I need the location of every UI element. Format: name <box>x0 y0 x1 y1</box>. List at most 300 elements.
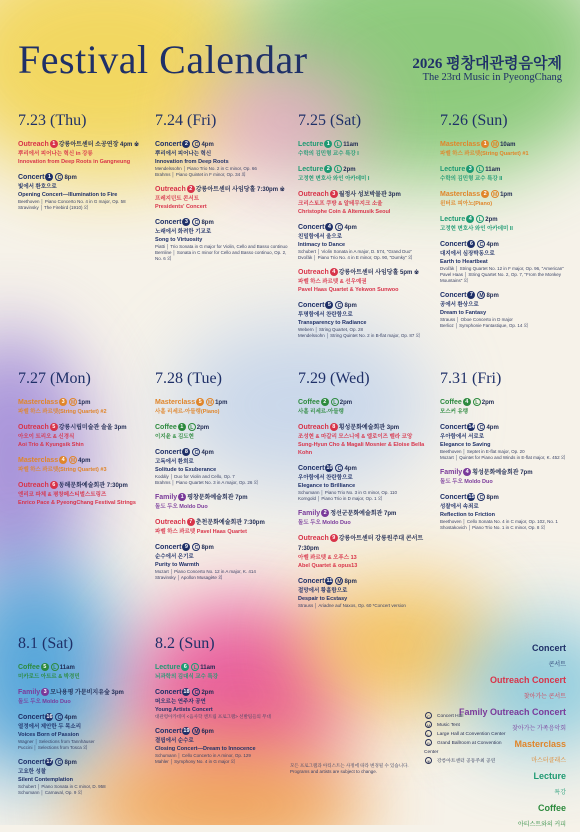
event-time: 월정사 성보박물관 3pm <box>338 192 401 198</box>
program-detail: Strauss │ Oboe Concerto in D major <box>440 317 513 322</box>
program-detail: Korngold │ Piano Trio in D major, Op. 1 외 <box>298 496 383 501</box>
venue-name: Large Hall at Convention Center <box>437 732 506 737</box>
event-header <box>155 688 293 698</box>
event-time: 강릉아트센터 소공연장 4pm ※ <box>58 142 140 148</box>
event-time: 4pm <box>486 242 499 248</box>
event-number-badge: 4 <box>463 468 471 476</box>
program-detail: Dvořák │ String Quartet No. 12 in F major, Op. 96, "American" <box>440 266 564 271</box>
event-category: Masterclass <box>440 141 481 148</box>
event-item[interactable] <box>155 518 293 536</box>
event-category: Concert <box>440 494 467 501</box>
event-header <box>298 190 436 200</box>
event-title-kr: 아벨 콰르텟 & 오푸스 13 <box>298 555 357 561</box>
program-detail: Puccini │ Selections from Tosca 외 <box>18 745 88 750</box>
event-title-kr: 파벨 하스 콰르텟(String Quartet) #1 <box>440 151 529 157</box>
event-time: 모나용평 가문비지유숲 3pm <box>50 690 124 696</box>
event-item[interactable] <box>155 543 293 581</box>
event-header <box>298 423 436 433</box>
event-time: 동해문화예술회관 7:30pm <box>58 483 128 489</box>
program-detail: Kodály │ Duo for Violin and Cello, Op. 7 <box>155 474 235 479</box>
event-number-badge: 7 <box>187 518 195 526</box>
venue-code-icon: M <box>493 192 498 199</box>
event-time: 정선군문화예술회관 7pm <box>330 511 397 517</box>
event-title-en: Sung-Hyun Cho & Magali Mosnier & Eloise Bella Kohn <box>298 442 425 456</box>
event-header <box>440 493 578 503</box>
event-number-badge: 9 <box>182 543 190 551</box>
event-title-kr: 우아함에서 서로로 <box>440 434 485 440</box>
event-title-en: Enrico Pace & PyeongChang Festival Strings <box>18 500 136 506</box>
event-item[interactable] <box>298 190 436 216</box>
event-category: Concert <box>155 141 182 148</box>
legend-label-en: Coffee <box>537 803 566 813</box>
event-number-badge: 6 <box>467 240 475 248</box>
event-title-kr: 친밀함에서 울으로 <box>298 234 343 240</box>
event-header <box>298 509 436 519</box>
legend-label-kr: 아티스트와의 커피 <box>517 822 566 828</box>
event-header <box>18 663 156 673</box>
venue-code-icon: L <box>188 423 196 431</box>
event-time: 4pm <box>78 458 91 464</box>
event-category: Family <box>440 469 463 476</box>
event-title-kr: 파벨 하스 콰르텟 Pavel Haas Quartet <box>155 529 247 535</box>
day-column <box>18 112 156 218</box>
event-item[interactable] <box>18 398 156 416</box>
event-item[interactable] <box>18 758 156 796</box>
event-number-badge: 1 <box>178 423 186 431</box>
event-title-kr: 결핍에서 순수로 <box>155 738 194 744</box>
event-category: Concert <box>155 449 182 456</box>
event-header <box>155 185 293 195</box>
event-item[interactable] <box>298 577 436 609</box>
event-category: Coffee <box>440 399 462 406</box>
day-column <box>18 370 156 514</box>
venue-name: Concert Hall <box>437 714 464 719</box>
event-number-badge: 5 <box>325 301 333 309</box>
event-title-en: Presidents' Concert <box>155 204 207 210</box>
event-header <box>155 518 293 528</box>
event-header <box>440 140 578 150</box>
event-title-kr: 사흘 리세르-아들랭(Piano) <box>155 409 220 415</box>
event-category: Concert <box>155 544 182 551</box>
program-detail: Mahler │ Symphony No. 4 in G major 외 <box>155 759 235 764</box>
program-detail: Beethoven │ Cello Sonata No. 4 in C major, Op. 102, No. 1 <box>440 519 558 524</box>
event-category: Concert <box>18 174 45 181</box>
venue-code-icon: L <box>425 730 432 737</box>
event-category: Masterclass <box>440 191 481 198</box>
change-notice: 모든 프로그램과 아티스트는 사정에 따라 변경될 수 있습니다. Programs and artists are subject to change. <box>290 763 409 774</box>
day-column <box>18 635 156 803</box>
event-item[interactable] <box>298 534 436 570</box>
event-item[interactable] <box>440 423 578 461</box>
event-title-kr: 파벨 하스 콰르텟 & 선우예권 <box>298 279 367 285</box>
event-header <box>155 218 293 228</box>
venue-code-icon: C <box>425 712 432 719</box>
event-time: 1pm <box>215 400 228 406</box>
event-item[interactable] <box>155 727 293 765</box>
event-header <box>18 688 156 698</box>
day-date: 7.24 (Fri) <box>155 112 217 129</box>
venue-code-icon: L <box>334 140 342 148</box>
event-item[interactable] <box>440 190 578 208</box>
event-time: 8pm <box>344 579 357 585</box>
event-number-badge: 8 <box>182 448 190 456</box>
event-time: 강릉아트센터 사임당홀 5pm ※ <box>338 270 420 276</box>
event-number-badge: 8 <box>330 423 338 431</box>
event-number-badge: 2 <box>182 140 190 148</box>
event-header <box>440 423 578 433</box>
event-number-badge: 1 <box>45 173 53 181</box>
event-title-en: Purity to Warmth <box>155 562 200 568</box>
event-number-badge: 16 <box>46 714 53 721</box>
event-number-badge: 4 <box>463 398 471 406</box>
festival-title-en: The 23rd Music in PyeongChang <box>422 72 562 83</box>
event-title-en: Christophe Coin & Altemusik Seoul <box>298 209 391 215</box>
event-item[interactable] <box>155 140 293 178</box>
event-item[interactable] <box>298 464 436 502</box>
event-number-badge: 3 <box>182 218 190 226</box>
program-detail: Strauss │ Ariadne auf Naxos, Op. 60 *Concert version <box>298 603 406 608</box>
event-number-badge: 6 <box>50 481 58 489</box>
event-item[interactable] <box>298 165 436 183</box>
venue-item <box>424 721 514 730</box>
event-number-badge: 19 <box>183 728 190 735</box>
day-date: 7.27 (Mon) <box>18 370 91 387</box>
venue-code-icon: C <box>55 173 63 181</box>
event-item[interactable] <box>18 481 156 507</box>
event-category: Concert <box>18 714 45 721</box>
event-title-kr: 아오이 트리오 & 신경식 <box>18 434 75 440</box>
event-header <box>298 464 436 474</box>
event-title-kr: 수학의 김민형 교수 특강 I <box>298 151 359 157</box>
event-item[interactable] <box>155 423 293 441</box>
event-time: 춘천문화예술회관 7:30pm <box>195 520 265 526</box>
venue-code-icon: ※ <box>426 759 431 765</box>
program-detail: Shostakovich │ Piano Trio No. 1 in C minor, Op. 8 외 <box>440 525 545 530</box>
event-time: 2pm <box>485 217 498 223</box>
venue-code-icon: M <box>194 729 199 736</box>
venue-code-icon: C <box>55 758 63 766</box>
legend-label-kr: 마스터클래스 <box>531 758 566 764</box>
event-header <box>155 448 293 458</box>
event-time: 1pm <box>78 400 91 406</box>
event-header <box>155 140 293 150</box>
day-date: 8.2 (Sun) <box>155 635 215 652</box>
event-title-kr: 사흘 리세르-아들랭 <box>298 409 344 415</box>
event-item[interactable] <box>155 398 293 416</box>
legend-label-kr: 찾아가는 콘서트 <box>523 694 566 700</box>
legend-label-en: Concert <box>531 643 566 653</box>
event-header <box>440 291 578 301</box>
legend-label-en: Lecture <box>533 771 566 781</box>
event-header <box>155 493 293 503</box>
event-title-kr: 윈터르 피아노(Piano) <box>440 201 493 207</box>
event-category: Masterclass <box>18 399 59 406</box>
venue-code-icon: C <box>192 218 200 226</box>
event-item[interactable] <box>155 218 293 262</box>
event-header <box>155 398 293 408</box>
venue-name: 강릉아트센터 공동주최 공연 <box>437 759 496 764</box>
venue-code-icon: C <box>192 543 200 551</box>
program-detail: Mozart │ Quintet for Piano and Winds in E-flat major, K. 452 외 <box>440 455 566 460</box>
event-time: 강릉시립미술관 솔올 3pm <box>58 425 127 431</box>
event-item[interactable] <box>155 663 293 681</box>
venue-legend <box>424 712 514 766</box>
event-title-en: Earth to Heartbeat <box>440 259 488 265</box>
event-time: 11am <box>485 167 501 173</box>
event-title-en: Transparency to Radiance <box>298 320 367 326</box>
event-category: Family <box>155 494 178 501</box>
program-detail: Piatti │ Trio Sonata in G major for Violin, Cello and Basso continuo <box>155 244 288 249</box>
venue-code-icon: C <box>335 464 343 472</box>
event-time: 8pm <box>64 760 77 766</box>
event-item[interactable] <box>155 185 293 211</box>
event-item[interactable] <box>440 398 578 416</box>
program-detail: Schumann │ Cello Concerto in A minor, Op. 129 <box>155 753 251 758</box>
event-time: 횡성문화예술회관 7pm <box>472 470 533 476</box>
event-number-badge: 4 <box>466 215 474 223</box>
event-item[interactable] <box>155 688 293 720</box>
event-header <box>155 423 293 433</box>
event-header <box>155 727 293 737</box>
venue-code-icon: C <box>477 423 485 431</box>
legend-label-en: Family Outreach Concert <box>458 707 566 717</box>
event-time: 4pm <box>201 142 214 148</box>
venue-item <box>424 739 514 757</box>
event-number-badge: 5 <box>50 423 58 431</box>
event-title-en: Pavel Haas Quartet & Yekwon Sunwoo <box>298 287 399 293</box>
event-title-kr: 조성현 & 마갈리 모스니에 & 엘로이즈 벨라 코앙 <box>298 434 413 440</box>
venue-name: Music Tent <box>437 723 460 728</box>
event-time: 2pm <box>339 400 353 406</box>
event-category: Coffee <box>18 664 40 671</box>
event-item[interactable] <box>298 223 436 261</box>
event-item[interactable] <box>18 456 156 474</box>
event-time: 11am <box>200 665 216 671</box>
event-header <box>18 398 156 408</box>
event-number-badge: 4 <box>59 456 67 464</box>
event-category: Concert <box>155 689 182 696</box>
event-title-en: Despair to Ecstasy <box>298 596 348 602</box>
event-number-badge: 15 <box>468 494 475 501</box>
event-title-en: Innovation from Deep Roots <box>155 159 229 165</box>
day-column <box>155 635 293 772</box>
event-time: 강릉아트센터 사임당홀 7:30pm ※ <box>195 187 285 193</box>
event-header <box>440 215 578 225</box>
event-category: Concert <box>298 224 325 231</box>
day-column <box>298 370 436 616</box>
venue-code-icon: L <box>191 663 199 671</box>
event-title-kr: 대지에서 심장박동으로 <box>440 251 495 257</box>
venue-code-icon: L <box>473 398 481 406</box>
event-time: 1pm <box>500 192 513 198</box>
event-time: 평창문화예술회관 7pm <box>187 495 248 501</box>
event-item[interactable] <box>18 713 156 751</box>
event-item[interactable] <box>18 688 156 706</box>
venue-code-icon: C <box>335 223 343 231</box>
legend-item <box>459 672 566 704</box>
event-category: Outreach <box>155 186 186 193</box>
event-title-kr: 고정현 변호사 와인 아카데미 I <box>298 176 370 182</box>
event-number-badge: 1 <box>481 140 489 148</box>
event-number-badge: 3 <box>41 688 49 696</box>
event-title-kr: 크리스토프 쿠방 & 알테무지크 소울 <box>298 201 383 207</box>
event-time: 10am <box>500 142 516 148</box>
event-header <box>440 190 578 200</box>
event-category: Concert <box>298 302 325 309</box>
event-number-badge: 9 <box>330 534 338 542</box>
event-number-badge: 11 <box>326 578 333 585</box>
event-header <box>155 663 293 673</box>
event-time: 11am <box>59 665 75 671</box>
event-item[interactable] <box>440 165 578 183</box>
program-detail: Dvořák │ Piano Trio No. 4 in E minor, Op. 90, "Dumky" 외 <box>298 255 413 260</box>
event-time: 8pm <box>64 175 77 181</box>
program-detail: Mozart │ Piano Concerto No. 12 in A major, K. 414 <box>155 569 256 574</box>
program-detail: Brahms │ Piano Quartet No. 3 in A major, Op. 26 외 <box>155 480 258 485</box>
event-title-kr: 순수에서 온기로 <box>155 554 194 560</box>
day-date: 7.26 (Sun) <box>440 112 508 129</box>
event-item[interactable] <box>298 268 436 294</box>
event-category: Concert <box>155 219 182 226</box>
event-title-kr: 이지윤 & 김도현 <box>155 434 194 440</box>
event-item[interactable] <box>18 423 156 449</box>
day-column <box>440 112 578 336</box>
day-date: 7.25 (Sat) <box>298 112 362 129</box>
event-time: 4pm <box>344 466 357 472</box>
event-item[interactable] <box>440 140 578 158</box>
venue-code-icon: M <box>208 400 213 407</box>
venue-code-icon: M <box>71 458 76 465</box>
venue-code-icon: C <box>335 301 343 309</box>
event-title-en: Closing Concert—Dream to Innocence <box>155 746 256 752</box>
event-number-badge: 2 <box>481 190 489 198</box>
event-title-kr: 돌도 두오 Moldo Duo <box>18 699 71 705</box>
event-item[interactable] <box>440 493 578 531</box>
event-item[interactable] <box>298 423 436 457</box>
program-detail: Bernline │ Sonata in C minor for Cello and Basso continuo, Op. 2, No. 6 외 <box>155 250 287 261</box>
event-item[interactable] <box>18 140 156 166</box>
event-header <box>18 423 156 433</box>
event-title-kr: 고정현 변호사 와인 아카데미 II <box>440 226 513 232</box>
event-item[interactable] <box>440 240 578 284</box>
event-title-en: Voices Born of Passion <box>18 732 80 738</box>
event-category: Outreach <box>18 482 49 489</box>
event-header <box>298 223 436 233</box>
event-title-kr: 고요한 성찰 <box>18 769 47 775</box>
day-date: 7.29 (Wed) <box>298 370 370 387</box>
event-item[interactable] <box>440 291 578 329</box>
event-time: 8pm <box>344 303 357 309</box>
program-detail: Schumann │ Piano Trio No. 3 in G minor, Op. 110 <box>298 490 398 495</box>
event-title-kr: 모스커 유랭 <box>440 409 469 415</box>
event-header <box>440 398 578 408</box>
event-title-kr: 절망에서 황홀함으로 <box>298 588 348 594</box>
venue-code-icon: C <box>477 493 485 501</box>
event-title-kr: 투명함에서 찬란함으로 <box>298 312 353 318</box>
event-title-kr: 돌도 두오 Moldo Duo <box>440 479 493 485</box>
venue-code-icon: M <box>479 293 484 300</box>
event-title-kr: 공에서 환상으로 <box>440 302 479 308</box>
event-time: 4pm <box>64 715 77 721</box>
event-item[interactable] <box>298 398 436 416</box>
event-header <box>298 398 436 408</box>
event-header <box>440 468 578 478</box>
event-item[interactable] <box>440 468 578 486</box>
event-time: 8pm <box>201 220 214 226</box>
event-category: Coffee <box>298 399 320 406</box>
event-time: 6pm <box>201 729 214 735</box>
event-item[interactable] <box>18 663 156 681</box>
event-title-kr: 돌도 두오 Moldo Duo <box>298 520 351 526</box>
day-column <box>155 370 293 588</box>
event-item[interactable] <box>18 173 156 211</box>
event-title-kr: 프레지던트 콘서트 <box>155 196 200 202</box>
program-detail: Wagner │ Selections from Tannhäuser <box>18 739 95 744</box>
legend-label-en: Masterclass <box>514 739 566 749</box>
event-title-en: Abel Quartet & opus13 <box>298 563 358 569</box>
event-title-kr: 우아함에서 찬란함으로 <box>298 475 353 481</box>
program-detail: Schumann │ Carnaval, Op. 9 외 <box>18 790 82 795</box>
event-category: Lecture <box>155 664 181 671</box>
event-title-en: Song to Virtuosity <box>155 237 203 243</box>
legend-label-en: Outreach Concert <box>489 675 566 685</box>
event-time: 2pm <box>343 167 356 173</box>
event-item[interactable] <box>440 215 578 233</box>
event-time: 2pm <box>481 400 495 406</box>
event-title-kr: 미카로드 아트르 & 박경민 <box>18 674 80 680</box>
event-item[interactable] <box>298 509 436 527</box>
event-category: Concert <box>298 465 325 472</box>
event-header <box>18 140 156 150</box>
event-header <box>298 577 436 587</box>
venue-code-icon: C <box>192 448 200 456</box>
event-item[interactable] <box>155 493 293 511</box>
event-header <box>440 240 578 250</box>
event-header <box>155 543 293 553</box>
event-time: 2pm <box>196 425 210 431</box>
event-category: Family <box>298 510 321 517</box>
venue-code-icon: L <box>476 165 484 173</box>
legend-item <box>459 768 566 800</box>
event-time: 8pm <box>486 495 499 501</box>
legend-label-kr: 콘서트 <box>548 662 566 668</box>
event-time: 2pm <box>201 690 214 696</box>
event-title-en: Dream to Fantasy <box>440 310 487 316</box>
event-title-kr: 빛에서 환호으로 <box>18 184 57 190</box>
event-title-en: Solitude to Exuberance <box>155 467 217 473</box>
event-item[interactable] <box>298 301 436 339</box>
event-category: Outreach <box>18 424 49 431</box>
program-detail: Schubert │ Piano Sonata in C minor, D. 958 <box>18 784 106 789</box>
event-title-kr: 뿌리에서 피어나는 혁신 <box>155 151 212 157</box>
program-detail: Beethoven │ Piano Concerto No. 4 in G major, Op. 58 <box>18 199 126 204</box>
venue-item <box>424 712 514 721</box>
program-detail: Beethoven │ Septet in E-flat major, Op. 20 <box>440 449 525 454</box>
event-category: Concert <box>440 292 467 299</box>
event-category: Concert <box>440 424 467 431</box>
venue-code-icon: C <box>192 688 200 696</box>
event-title-en: Aoi Trio & Kyungsik Shin <box>18 442 84 448</box>
day-column <box>440 370 578 538</box>
event-time: 11am <box>343 142 359 148</box>
event-item[interactable] <box>155 448 293 486</box>
event-item[interactable] <box>298 140 436 158</box>
event-number-badge: 7 <box>467 291 475 299</box>
venue-item <box>424 757 514 766</box>
event-number-badge: 4 <box>325 223 333 231</box>
program-detail: Berlioz │ Symphonie Fantastique, Op. 14 외 <box>440 323 528 328</box>
event-time: 8pm <box>201 545 214 551</box>
